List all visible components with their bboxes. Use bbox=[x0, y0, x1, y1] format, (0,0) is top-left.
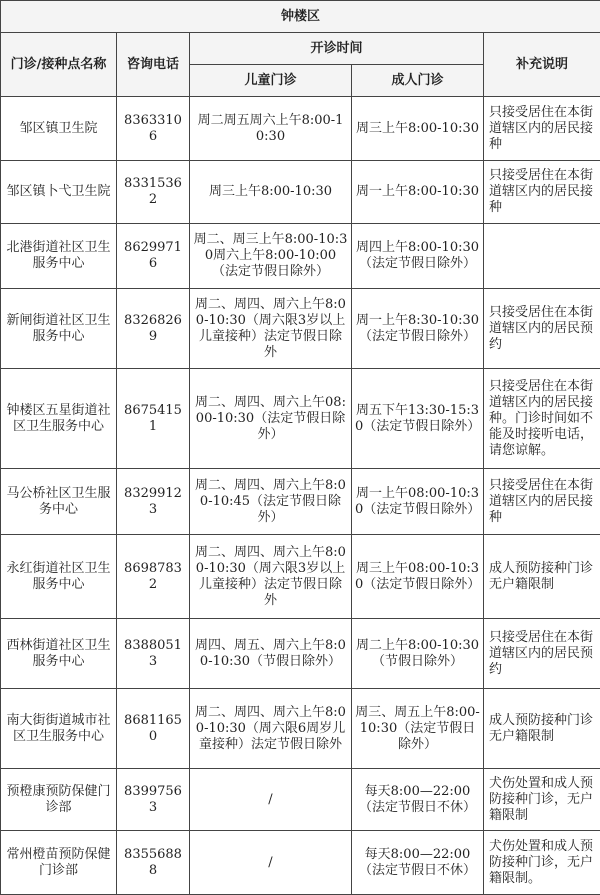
adult-hours: 周一上午08:00-10:30（法定节假日除外） bbox=[352, 469, 484, 535]
phone-number: 86811650 bbox=[117, 689, 190, 769]
adult-hours: 周三、周五上午8:00-10:30（法定节假日除外） bbox=[352, 689, 484, 769]
header-child: 儿童门诊 bbox=[190, 65, 352, 97]
note: 只接受居住在本街道辖区内的居民接种 bbox=[484, 161, 600, 224]
phone-number: 86987832 bbox=[117, 535, 190, 619]
clinic-name: 永红街道社区卫生服务中心 bbox=[1, 535, 117, 619]
clinic-name: 钟楼区五星街道社区卫生服务中心 bbox=[1, 369, 117, 469]
phone-number: 86754151 bbox=[117, 369, 190, 469]
clinic-name: 邹区镇卫生院 bbox=[1, 97, 117, 161]
clinic-name: 常州橙苗预防保健门诊部 bbox=[1, 831, 117, 895]
table-row bbox=[1, 535, 600, 619]
note: 只接受居住在本街道辖区内的居民预约 bbox=[484, 289, 600, 369]
child-hours: 周二、周四、周六上午8:00-10:30（周六限6周岁儿童接种）法定节假日除外 bbox=[190, 689, 352, 769]
adult-hours: 每天8:00—22:00（法定节假日不休） bbox=[352, 831, 484, 895]
table-row bbox=[1, 469, 600, 535]
child-hours: 周二周五周六上午8:00-10:30 bbox=[190, 97, 352, 161]
phone-number: 83633106 bbox=[117, 97, 190, 161]
clinic-name: 新闸街道社区卫生服务中心 bbox=[1, 289, 117, 369]
clinic-name: 邹区镇卜弋卫生院 bbox=[1, 161, 117, 224]
table-row bbox=[1, 689, 600, 769]
child-hours: / bbox=[190, 769, 352, 831]
clinic-name: 北港街道社区卫生服务中心 bbox=[1, 224, 117, 289]
clinic-name: 预橙康预防保健门诊部 bbox=[1, 769, 117, 831]
note: 只接受居住在本街道辖区内的居民接种 bbox=[484, 469, 600, 535]
clinic-name: 马公桥社区卫生服务中心 bbox=[1, 469, 117, 535]
child-hours: 周二、周四、周六上午8:00-10:30（周六限3岁以上儿童接种）法定节假日除外 bbox=[190, 289, 352, 369]
child-hours: 周二、周四、周六上午8:00-10:30（周六限3岁以上儿童接种）法定节假日除外 bbox=[190, 535, 352, 619]
note: 犬伤处置和成人预防接种门诊，无户籍限制 bbox=[484, 769, 600, 831]
header-adult: 成人门诊 bbox=[352, 65, 484, 97]
table-row bbox=[1, 369, 600, 469]
note bbox=[484, 224, 600, 289]
adult-hours: 周三上午08:00-10:30（法定节假日除外） bbox=[352, 535, 484, 619]
child-hours: / bbox=[190, 831, 352, 895]
phone-number: 83556888 bbox=[117, 831, 190, 895]
note: 只接受居住在本街道辖区内的居民接种。门诊时间如不能及时接听电话，请您谅解。 bbox=[484, 369, 600, 469]
phone-number: 83315362 bbox=[117, 161, 190, 224]
adult-hours: 周一上午8:00-10:30 bbox=[352, 161, 484, 224]
note: 犬伤处置和成人预防接种门诊，无户籍限制。 bbox=[484, 831, 600, 895]
table-row bbox=[1, 289, 600, 369]
table-row bbox=[1, 769, 600, 831]
phone-number: 83268269 bbox=[117, 289, 190, 369]
header-phone: 咨询电话 bbox=[117, 33, 190, 97]
table-row bbox=[1, 831, 600, 895]
table-row bbox=[1, 161, 600, 224]
phone-number: 83997563 bbox=[117, 769, 190, 831]
clinic-name: 西林街道社区卫生服务中心 bbox=[1, 619, 117, 689]
child-hours: 周三上午8:00-10:30 bbox=[190, 161, 352, 224]
child-hours: 周二、周四、周六上午08:00-10:30（法定节假日除外） bbox=[190, 369, 352, 469]
note: 成人预防接种门诊无户籍限制 bbox=[484, 535, 600, 619]
child-hours: 周四、周五、周六上午8:00-10:30（节假日除外） bbox=[190, 619, 352, 689]
table-title: 钟楼区 bbox=[1, 1, 600, 33]
child-hours: 周二、周四、周六上午8:00-10:45（法定节假日除外） bbox=[190, 469, 352, 535]
phone-number: 83880513 bbox=[117, 619, 190, 689]
phone-number: 83299123 bbox=[117, 469, 190, 535]
adult-hours: 周四上午8:00-10:30（法定节假日除外） bbox=[352, 224, 484, 289]
adult-hours: 周三上午8:00-10:30 bbox=[352, 97, 484, 161]
adult-hours: 周五下午13:30-15:30（法定节假日除外） bbox=[352, 369, 484, 469]
header-hours: 开诊时间 bbox=[190, 33, 484, 65]
header-name: 门诊/接种点名称 bbox=[1, 33, 117, 97]
adult-hours: 每天8:00—22:00（法定节假日不休） bbox=[352, 769, 484, 831]
header-note: 补充说明 bbox=[484, 33, 600, 97]
note: 只接受居住在本街道辖区内的居民预约 bbox=[484, 619, 600, 689]
adult-hours: 周一上午8:30-10:30（法定节假日除外） bbox=[352, 289, 484, 369]
phone-number: 86299716 bbox=[117, 224, 190, 289]
note: 只接受居住在本街道辖区内的居民接种 bbox=[484, 97, 600, 161]
clinic-name: 南大街街道城市社区卫生服务中心 bbox=[1, 689, 117, 769]
note: 成人预防接种门诊无户籍限制 bbox=[484, 689, 600, 769]
table-row bbox=[1, 224, 600, 289]
table-row bbox=[1, 97, 600, 161]
child-hours: 周二、周三上午8:00-10:30周六上午8:00-10:00（法定节假日除外） bbox=[190, 224, 352, 289]
table-row bbox=[1, 619, 600, 689]
adult-hours: 周二上午8:00-10:30（节假日除外） bbox=[352, 619, 484, 689]
